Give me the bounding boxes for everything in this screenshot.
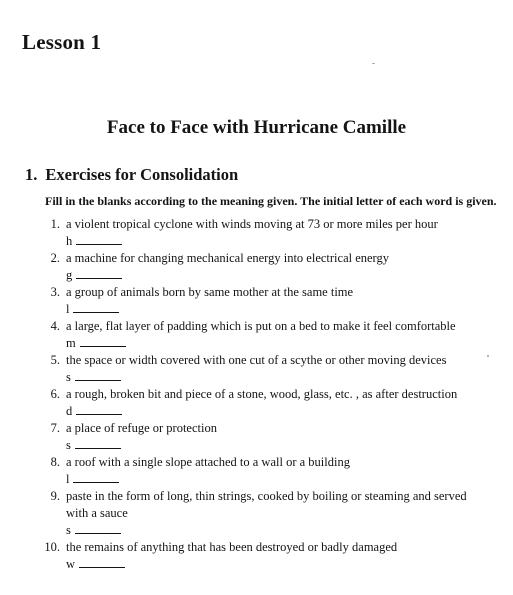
answer-blank[interactable] — [73, 471, 119, 483]
item-definition: a rough, broken bit and piece of a stone, wood, glass, etc. , as after destruction — [66, 387, 458, 401]
exercise-list — [0, 216, 513, 573]
item-number: 7. — [50, 421, 60, 435]
answer-blank[interactable] — [76, 233, 122, 245]
item-definition: the space or width covered with one cut of a scythe or other moving devices — [66, 353, 447, 367]
answer-line — [66, 437, 513, 454]
answer-blank[interactable] — [79, 556, 125, 568]
initial-letter: s — [66, 438, 71, 452]
answer-blank[interactable] — [80, 335, 126, 347]
initial-letter: h — [66, 234, 73, 248]
answer-line — [66, 556, 513, 573]
chapter-title: Face to Face with Hurricane Camille — [106, 117, 407, 138]
answer-line — [66, 522, 513, 539]
answer-blank[interactable] — [75, 437, 121, 449]
initial-letter: l — [66, 302, 70, 316]
item-number: 1. — [50, 217, 60, 231]
answer-blank[interactable] — [76, 403, 122, 415]
exercise-item — [0, 420, 513, 454]
item-number: 9. — [50, 489, 60, 503]
initial-letter: w — [66, 557, 76, 571]
item-number: 5. — [50, 353, 60, 367]
exercise-item — [0, 488, 513, 539]
exercise-item — [0, 318, 513, 352]
answer-blank[interactable] — [75, 369, 121, 381]
item-number: 10. — [44, 540, 60, 554]
exercise-item — [0, 352, 513, 386]
item-number: 2. — [50, 251, 60, 265]
answer-blank[interactable] — [75, 522, 121, 534]
answer-line — [66, 233, 513, 250]
answer-blank[interactable] — [73, 301, 119, 313]
item-definition: a group of animals born by same mother at the same time — [66, 285, 354, 299]
section-heading — [25, 165, 238, 185]
exercise-instruction: Fill in the blanks according to the meaning given. The initial letter of each word is given. — [45, 194, 497, 208]
initial-letter: m — [66, 336, 76, 350]
item-definition: paste in the form of long, thin strings, cooked by boiling or steaming and served with a sauce — [66, 489, 467, 520]
section-number: 1. — [25, 165, 38, 184]
item-definition: the remains of anything that has been destroyed or badly damaged — [66, 540, 398, 554]
initial-letter: s — [66, 370, 71, 384]
item-definition: a machine for changing mechanical energy into electrical energy — [66, 251, 389, 265]
answer-blank[interactable] — [76, 267, 122, 279]
exercise-item — [0, 539, 513, 573]
exercise-item — [0, 386, 513, 420]
item-number: 8. — [50, 455, 60, 469]
exercise-item — [0, 216, 513, 250]
initial-letter: d — [66, 404, 73, 418]
item-number: 4. — [50, 319, 60, 333]
initial-letter: l — [66, 472, 70, 486]
item-definition: a roof with a single slope attached to a wall or a building — [66, 455, 350, 469]
item-number: 3. — [50, 285, 60, 299]
initial-letter: s — [66, 523, 71, 537]
lesson-title: Lesson 1 — [22, 30, 102, 54]
section-heading-text: Exercises for Consolidation — [45, 165, 239, 184]
answer-line — [66, 335, 513, 352]
scan-speck — [487, 355, 489, 357]
answer-line — [66, 369, 513, 386]
item-number: 6. — [50, 387, 60, 401]
answer-line — [66, 301, 513, 318]
item-definition: a violent tropical cyclone with winds moving at 73 or more miles per hour — [66, 217, 438, 231]
item-definition: a place of refuge or protection — [66, 421, 217, 435]
answer-line — [66, 403, 513, 420]
answer-line — [66, 471, 513, 488]
item-definition: a large, flat layer of padding which is put on a bed to make it feel comfortable — [66, 319, 456, 333]
answer-line — [66, 267, 513, 284]
exercise-item — [0, 284, 513, 318]
initial-letter: g — [66, 268, 73, 282]
exercise-item — [0, 250, 513, 284]
scan-speck — [372, 63, 375, 64]
exercise-item — [0, 454, 513, 488]
